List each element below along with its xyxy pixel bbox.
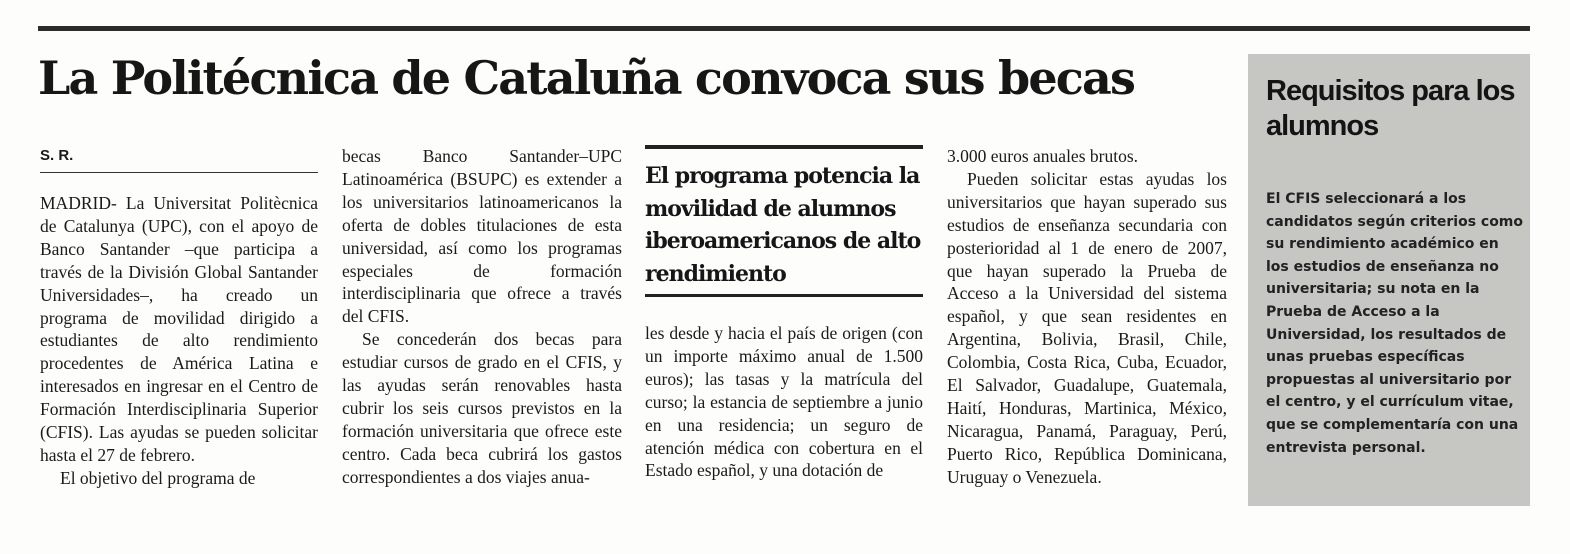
article-headline: La Politécnica de Cataluña convoca sus becas: [38, 51, 1135, 105]
pull-quote: El programa potencia la movilidad de alumnos iberoamericanos de alto rendimiento: [645, 163, 921, 287]
column-4-paragraph-2: Pueden solicitar estas ayudas los universitarios que hayan superado sus estudios de enseñanza secundaria con posterioridad al 1 de enero de 2007, que hayan superado la Prueba de Acceso a la Universidad del sistema español, y que sean residentes en Argentina, Bolivia, Brasil, Chile, Colombia, Costa Rica, Cuba, Ecuador, El Salvador, Guadalupe, Guatemala, Haití, Honduras, Martinica, México, Nicaragua, Panamá, Paraguay, Perú, Puerto Rico, República Dominicana, Uruguay o Venezuela.: [947, 168, 1227, 487]
column-2-paragraph-2: Se concederán dos becas para estudiar cursos de grado en el CFIS, y las ayudas serán renovables hasta cubrir los seis cursos previstos en la formación universitaria que ofrece este centro. Cada beca cubrirá los gastos correspondientes a dos viajes anua-: [342, 329, 622, 487]
byline: S. R.: [40, 147, 318, 173]
top-rule: [38, 26, 1530, 31]
column-1-paragraph-1: MADRID- La Universitat Politècnica de Catalunya (UPC), con el apoyo de Banco Santander –que participa a través de la División Global Santander Universidades–, ha creado un programa de movilidad dirigido a estudiantes de alto rendimiento procedentes de América Latina e interesados en ingresar en el Centro de Formación Interdisciplinaria Superior (CFIS). Las ayudas se pueden solicitar hasta el 27 de febrero.: [40, 193, 318, 465]
article-column-2: [342, 145, 622, 489]
column-3-paragraph-1: les desde y hacia el país de origen (con un importe máximo anual de 1.500 euros); las tasas y la matrícula del curso; la estancia de septiembre a junio en una residencia; un seguro de atención médica con cobertura en el Estado español, y una dotación de: [645, 323, 923, 481]
article-column-3: [645, 322, 923, 482]
pull-quote-box: [645, 145, 923, 297]
article-column-1: [40, 192, 318, 490]
article-column-4: [947, 145, 1227, 489]
column-1-paragraph-2: El objetivo del programa de: [60, 467, 256, 488]
requirements-sidebar: [1248, 54, 1530, 506]
sidebar-title: Requisitos para los alumnos: [1266, 75, 1515, 142]
column-4-paragraph-1: 3.000 euros anuales brutos.: [947, 146, 1139, 166]
sidebar-body: El CFIS seleccionará a los candidatos según criterios como su rendimiento académico en los estudios de enseñanza no universitaria; su nota en la Prueba de Acceso a la Universidad, los resultados de unas pruebas específicas propuestas al universitario por el centro, y el currículum vitae, que se complementaría con una entrevista personal.: [1266, 191, 1524, 456]
column-2-paragraph-1: becas Banco Santander–UPC Latinoamérica (BSUPC) es extender a los universitarios latinoamericanos la oferta de dobles titulaciones de esta universidad, así como los programas especiales de formación interdisciplinaria que ofrece a través del CFIS.: [342, 146, 622, 327]
